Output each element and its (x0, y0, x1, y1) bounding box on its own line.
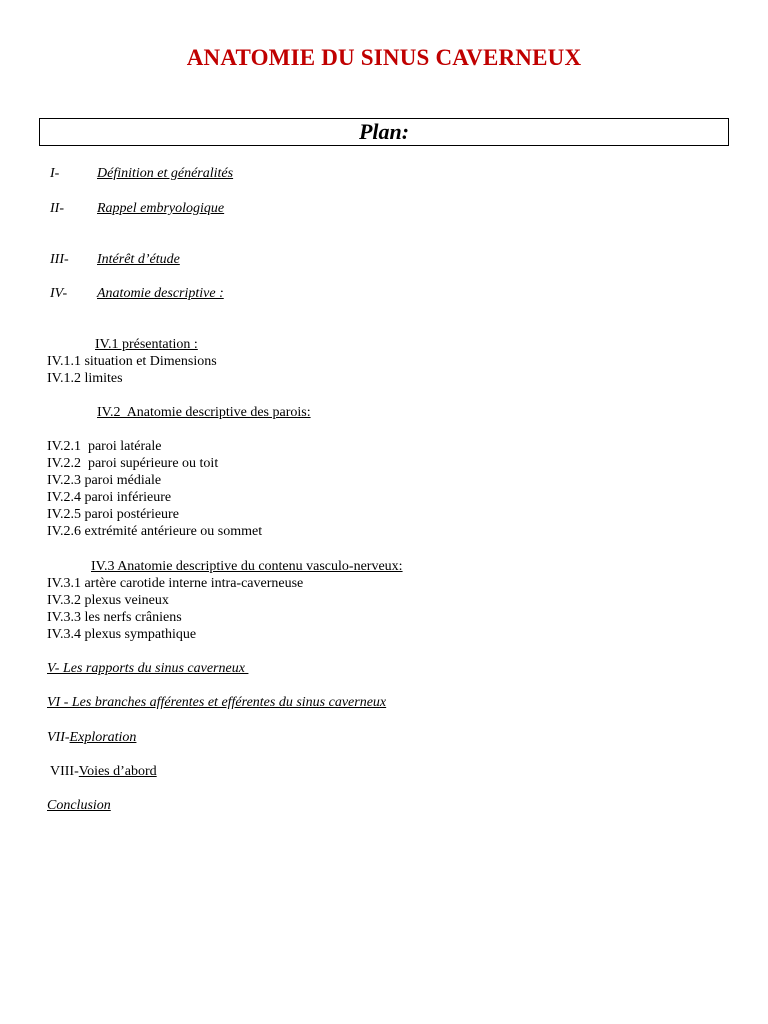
section-vii (47, 729, 136, 746)
section-iv2-item-6: IV.2.6 extrémité antérieure ou sommet (47, 524, 263, 539)
plan-heading: Plan: (358, 119, 410, 144)
section-iv2-item-5: IV.2.5 paroi postérieure (47, 507, 179, 522)
conclusion: Conclusion (47, 798, 111, 813)
section-iv2-heading: IV.2 Anatomie descriptive des parois: (97, 405, 311, 420)
roman-num-3: III- (50, 252, 69, 267)
section-iv3-item-3: IV.3.3 les nerfs crâniens (47, 610, 182, 625)
roman-num-1: I- (50, 166, 60, 181)
roman-num-4: IV- (50, 286, 68, 301)
plan-item-1: Définition et généralités (97, 166, 234, 181)
section-iv3-item-1: IV.3.1 artère carotide interne intra-caverneuse (47, 576, 304, 591)
section-viii (50, 763, 157, 780)
section-iv2-item-4: IV.2.4 paroi inférieure (47, 490, 172, 505)
plan-item-4: Anatomie descriptive : (97, 286, 224, 301)
section-iv2-item-3: IV.2.3 paroi médiale (47, 473, 162, 488)
section-iv2-item-1: IV.2.1 paroi latérale (47, 439, 162, 454)
section-iv2-item-2: IV.2.2 paroi supérieure ou toit (47, 456, 219, 471)
section-iv1-item-2: IV.1.2 limites (47, 371, 123, 386)
section-viii-label: Voies d’abord (78, 764, 157, 779)
plan-heading-box (39, 118, 729, 146)
section-iv3-item-4: IV.3.4 plexus sympathique (47, 627, 197, 642)
plan-item-3: Intérêt d’étude (97, 252, 180, 267)
roman-num-2: II- (50, 201, 64, 216)
document-title: ANATOMIE DU SINUS CAVERNEUX (186, 45, 582, 70)
section-iv3-item-2: IV.3.2 plexus veineux (47, 593, 169, 608)
section-iv1-item-1: IV.1.1 situation et Dimensions (47, 354, 217, 369)
section-vii-prefix: VII- (47, 730, 70, 745)
section-vii-label: Exploration (69, 730, 137, 745)
section-v: V- Les rapports du sinus caverneux (47, 661, 249, 676)
plan-item-2: Rappel embryologique (97, 201, 225, 216)
section-vi: VI - Les branches afférentes et efférentes du sinus caverneux (47, 695, 387, 710)
section-iv1-heading: IV.1 présentation : (95, 337, 198, 352)
section-viii-prefix: VIII- (50, 764, 79, 779)
section-iv3-heading: IV.3 Anatomie descriptive du contenu vasculo-nerveux: (91, 559, 403, 574)
